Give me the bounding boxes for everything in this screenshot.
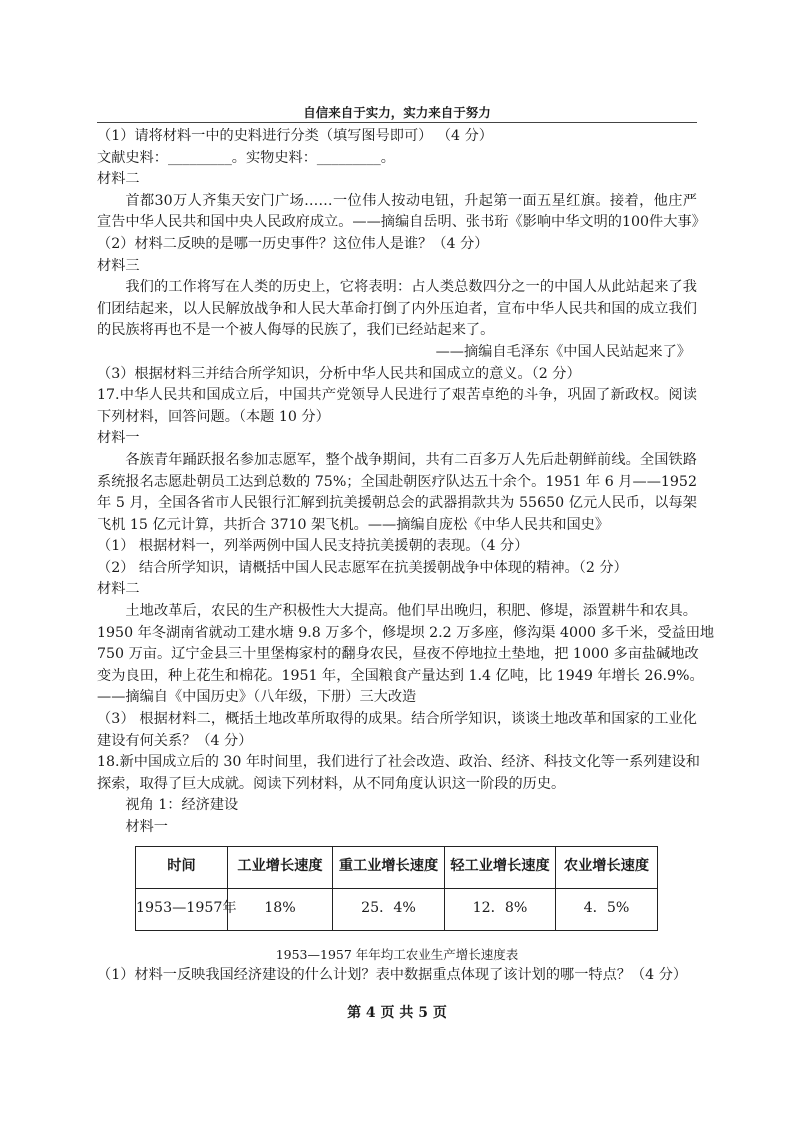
header-motto: 自信来自于实力，实力来自于努力 xyxy=(303,105,491,120)
table-header-cell: 轻工业增长速度 xyxy=(445,846,556,888)
q16-material3-line: 我们的工作将写在人类的历史上，它将表明：占人类总数四分之一的中国人从此站起来了我 xyxy=(125,279,697,296)
q18-material1-label: 材料一 xyxy=(125,819,168,835)
q17-material1-line: 飞机 15 亿元计算，共折合 3710 架飞机。——摘编自庞松《中华人民共和国史》 xyxy=(97,516,610,533)
q18-stem-line: 探索，取得了巨大成就。阅读下列材料，从不同角度认识这一阶段的历史。 xyxy=(97,775,566,792)
q17-material2-line: 750 万亩。辽宁金县三十里堡梅家村的翻身农民，昼夜不停地拉土垫地，把 1000 多亩盐碱地改 xyxy=(97,646,699,663)
q17-material2-label: 材料二 xyxy=(97,581,140,598)
q17-material2-line: 土地改革后，农民的生产积极性大大提高。他们早出晚归，积肥、修堤，添置耕牛和农具。 xyxy=(125,603,697,620)
exam-content xyxy=(97,126,715,987)
table-header-cell: 时间 xyxy=(136,846,228,888)
q16-part3-prompt: （3）根据材料三并结合所学知识，分析中华人民共和国成立的意义。（2 分） xyxy=(97,365,581,382)
q16-material2-line: 宣告中华人民共和国中央人民政府成立。——摘编自岳明、张书珩《影响中华文明的100件大事》 xyxy=(97,214,706,231)
table-cell: 4．5% xyxy=(556,888,658,930)
q18-part1-prompt: （1）材料一反映我国经济建设的什么计划？表中数据重点体现了该计划的哪一特点？（4 分） xyxy=(97,967,688,984)
q17-material1-line: 各族青年踊跃报名参加志愿军，整个战争期间，共有二百多万人先后赴朝鲜前线。全国铁路 xyxy=(125,451,697,468)
q17-material1-label: 材料一 xyxy=(97,430,140,447)
table-cell: 1953—1957年 xyxy=(136,888,228,930)
table-row xyxy=(136,888,658,930)
table-caption: 1953—1957 年年均工农业生产增长速度表 xyxy=(275,946,519,962)
q17-part3-prompt-line: （3） 根据材料二，概括土地改革所取得的成果。结合所学知识，谈谈土地改革和国家的工业化 xyxy=(97,711,697,728)
q16-material3-line: 们团结起来，以人民解放战争和人民大革命打倒了内外压迫者，宣布中华人民共和国的成立我们 xyxy=(97,300,697,317)
q16-answer-blanks: 文献史料：_________。实物史料：_________。 xyxy=(97,149,395,166)
q17-material2-line: 变为良田，种上花生和棉花。1951 年，全国粮食产量达到 1.4 亿吨，比 1949 年增长 26.9%。 xyxy=(97,667,704,684)
table-cell: 12．8% xyxy=(445,888,556,930)
q17-stem-line: 下列材料，回答问题。（本题 10 分） xyxy=(97,408,330,425)
q17-material1-line: 系统报名志愿赴朝员工达到总数的 75%；全国赴朝医疗队达五十余个。1951 年 6 月——1952 xyxy=(97,473,697,490)
q16-material3-line: 的民族将再也不是一个被人侮辱的民族了，我们已经站起来了。 xyxy=(97,322,495,339)
q17-part1-prompt: （1） 根据材料一，列举两例中国人民支持抗美援朝的表现。（4 分） xyxy=(97,538,529,555)
page-footer: 第 4 页 共 5 页 xyxy=(347,1005,447,1021)
q17-part3-prompt-line: 建设有何关系？（4 分） xyxy=(97,732,253,749)
table-header-row xyxy=(136,846,658,888)
table-cell: 25．4% xyxy=(333,888,445,930)
q16-part1-prompt: （1）请将材料一中的史料进行分类（填写图号即可） （4 分） xyxy=(97,128,493,144)
q16-material3-source: ——摘编自毛泽东《中国人民站起来了》 xyxy=(435,343,691,360)
table-cell: 18% xyxy=(228,888,333,930)
q16-material2-label: 材料二 xyxy=(97,171,140,188)
q17-material2-line: 1950 年冬湖南省就动工建水塘 9.8 万多个，修堤坝 2.2 万多座，修沟渠 4000 多千米，受益田地 xyxy=(97,624,715,641)
q17-part2-prompt: （2） 结合所学知识，请概括中国人民志愿军在抗美援朝战争中体现的精神。（2 分） xyxy=(97,559,628,576)
table-header-cell: 农业增长速度 xyxy=(556,846,658,888)
q16-material3-label: 材料三 xyxy=(97,257,140,274)
q16-material2-line: 首都30万人齐集天安门广场……一位伟人按动电钮，升起第一面五星红旗。接着，他庄严 xyxy=(125,192,697,209)
q16-part2-prompt: （2）材料二反映的是哪一历史事件？这位伟人是谁？（4 分） xyxy=(97,235,489,252)
table-header-cell: 工业增长速度 xyxy=(228,846,333,888)
table-header-cell: 重工业增长速度 xyxy=(333,846,445,888)
header-rule xyxy=(97,122,697,123)
q17-stem-line: 17.中华人民共和国成立后，中国共产党领导人民进行了艰苦卓绝的斗争，巩固了新政权。阅读 xyxy=(97,387,697,404)
q17-material2-source: ——摘编自《中国历史》（八年级，下册）三大改造 xyxy=(97,689,417,706)
growth-rate-table xyxy=(135,846,658,931)
q17-material1-line: 年 5 月，全国各省市人民银行汇解到抗美援朝总会的武器捐款共为 55650 亿元人民币，以每架 xyxy=(97,495,697,512)
q18-perspective-heading: 视角 1：经济建设 xyxy=(125,797,239,814)
q18-stem-line: 18.新中国成立后的 30 年时间里，我们进行了社会改造、政治、经济、科技文化等一系列建设和 xyxy=(97,754,700,771)
